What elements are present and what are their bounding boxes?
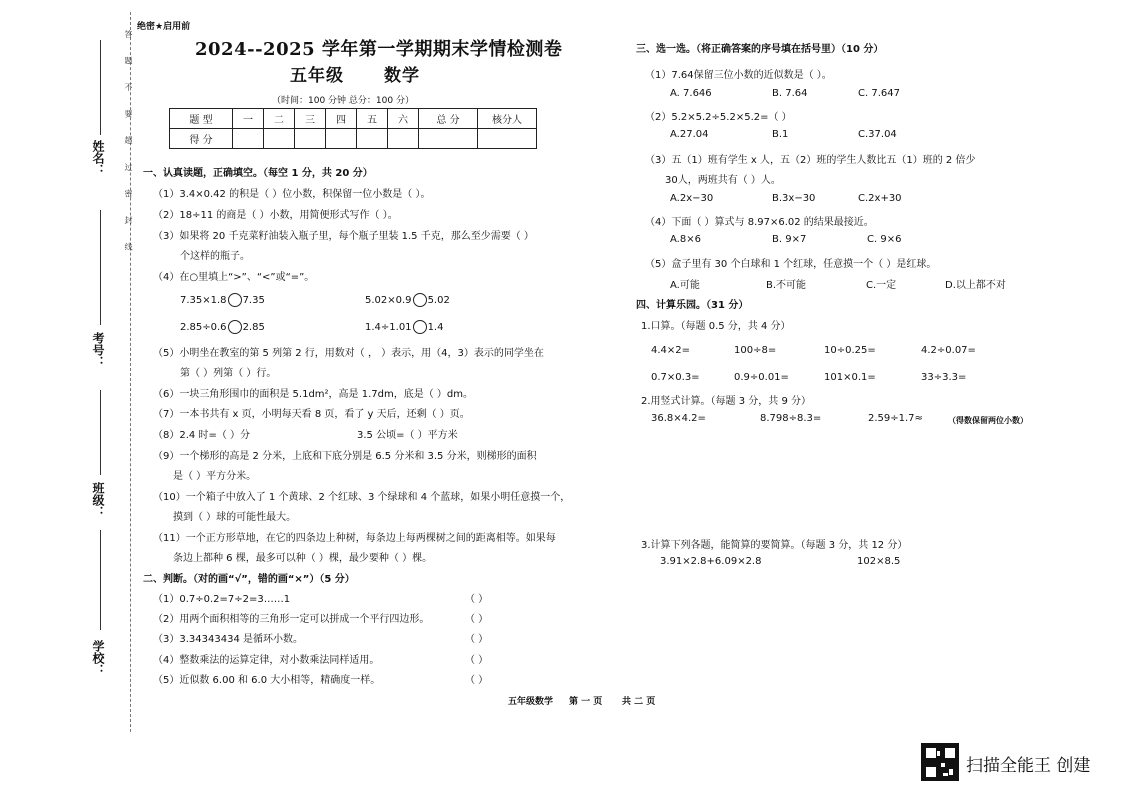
compare-circle[interactable] <box>413 293 427 307</box>
judge-item: （3）3.34343434 是循环小数。 <box>153 634 303 645</box>
score-cell: 五 <box>357 109 388 129</box>
score-input-cell[interactable] <box>264 129 295 149</box>
grade-title: 五年级 <box>290 66 344 86</box>
s3-q1-opt-c: C. 7.647 <box>858 88 900 99</box>
compare-4 <box>365 320 443 334</box>
s3-q1-opt-a: A. 7.646 <box>670 88 712 99</box>
score-cell: 得 分 <box>170 129 233 149</box>
score-cell: 六 <box>388 109 419 129</box>
compare-circle[interactable] <box>228 320 242 334</box>
compare-3 <box>180 320 265 334</box>
s3-q4-opt-a: A.8×6 <box>670 234 701 245</box>
compare-expr: 7.35×1.8 <box>180 295 227 306</box>
score-input-cell[interactable] <box>478 129 537 149</box>
vertical-calc: 36.8×4.2= <box>651 413 706 424</box>
side-label-name: 姓名： <box>91 140 105 176</box>
score-cell: 总 分 <box>419 109 478 129</box>
compare-expr: 2.85÷0.6 <box>180 322 227 333</box>
secret-mark: 绝密★启用前 <box>137 22 191 32</box>
judge-bracket[interactable]: （ ） <box>465 675 489 686</box>
s1-q8b: 3.5 公顷=（ ）平方米 <box>357 430 458 441</box>
s3-q3a: （3）五（1）班有学生 x 人，五（2）班的学生人数比五（1）班的 2 倍少 <box>645 155 976 166</box>
rounding-note: （得数保留两位小数） <box>948 416 1028 425</box>
s1-q5b: 第（ ）列第（ ）行。 <box>180 368 277 379</box>
s3-q2-opt-c: C.37.04 <box>858 129 897 140</box>
s4-p2-heading: 2.用竖式计算。（每题 3 分，共 9 分） <box>641 396 811 407</box>
score-cell: 三 <box>295 109 326 129</box>
score-cell: 一 <box>233 109 264 129</box>
s3-q4-opt-b: B. 9×7 <box>772 234 807 245</box>
side-label-id: 考号： <box>91 332 105 368</box>
score-table <box>169 108 537 149</box>
id-underline <box>100 210 101 325</box>
judge-item: （4）整数乘法的运算定律，对小数乘法同样适用。 <box>153 655 380 666</box>
s3-q3-opt-a: A.2x−30 <box>670 193 714 204</box>
compare-circle[interactable] <box>413 320 427 334</box>
footer-page: 第 一 页 <box>569 697 603 707</box>
section4-heading: 四、计算乐园。（31 分） <box>636 300 749 311</box>
compare-value: 7.35 <box>242 295 265 306</box>
s1-q9a: （9）一个梯形的高是 2 分米，上底和下底分别是 6.5 分米和 3.5 分米，则梯形的面积 <box>153 451 537 462</box>
s3-q3-opt-b: B.3x−30 <box>772 193 816 204</box>
oral-calc: 100÷8= <box>734 345 777 356</box>
binding-text: 答 题 不 要 超 过 密 封 线 <box>124 30 133 259</box>
compare-2 <box>365 293 450 307</box>
oral-calc: 4.4×2= <box>651 345 691 356</box>
oral-calc: 10÷0.25= <box>824 345 876 356</box>
vertical-calc: 2.59÷1.7≈ <box>868 413 923 424</box>
score-input-cell[interactable] <box>295 129 326 149</box>
s1-q9b: 是（ ）平方分米。 <box>173 471 257 482</box>
name-underline <box>100 40 101 135</box>
compare-expr: 1.4÷1.01 <box>365 322 412 333</box>
school-underline <box>100 530 101 630</box>
s1-q4: （4）在○里填上“>”、“<”或“=”。 <box>153 272 315 283</box>
footer-subject: 五年级数学 <box>508 697 554 707</box>
oral-calc: 0.9÷0.01= <box>734 372 789 383</box>
judge-bracket[interactable]: （ ） <box>465 614 489 625</box>
qr-code-icon <box>921 743 959 781</box>
compare-value: 5.02 <box>427 295 450 306</box>
s3-q5-opt-b: B.不可能 <box>766 280 807 291</box>
s3-q3b: 30人，两班共有（ ）人。 <box>665 175 781 186</box>
vertical-calc: 8.798÷8.3= <box>760 413 822 424</box>
subject-title: 数学 <box>384 66 420 86</box>
side-label-school: 学校： <box>91 640 105 676</box>
score-cell: 二 <box>264 109 295 129</box>
score-table-score-row <box>170 129 537 149</box>
oral-calc: 101×0.1= <box>824 372 876 383</box>
s4-p1-heading: 1.口算。（每题 0.5 分，共 4 分） <box>641 321 791 332</box>
side-label-class: 班级： <box>91 482 105 518</box>
s1-q10b: 摸到（ ）球的可能性最大。 <box>173 512 297 523</box>
section2-heading: 二、判断。（对的画“√”，错的画“×”）（5 分） <box>143 574 355 585</box>
s1-q11a: （11）一个正方形草地，在它的四条边上种树，每条边上每两棵树之间的距离相等。如果每 <box>153 533 556 544</box>
s3-q2-opt-a: A.27.04 <box>670 129 709 140</box>
s1-q3a: （3）如果将 20 千克菜籽油装入瓶子里，每个瓶子里装 1.5 千克，那么至少需要（ ） <box>153 231 534 242</box>
exam-title: 2024--2025 学年第一学期期末学情检测卷 <box>195 39 563 60</box>
section1-heading: 一、认真读题，正确填空。（每空 1 分，共 20 分） <box>143 168 373 179</box>
s3-q5-opt-d: D.以上都不对 <box>945 280 1006 291</box>
s3-q5-opt-a: A.可能 <box>670 280 700 291</box>
s1-q3b: 个这样的瓶子。 <box>180 251 250 262</box>
s1-q10a: （10）一个箱子中放入了 1 个黄球、2 个红球、3 个绿球和 4 个蓝球，如果小明任意摸一个， <box>153 492 571 503</box>
compare-1 <box>180 293 265 307</box>
compare-value: 2.85 <box>242 322 265 333</box>
footer-total: 共 二 页 <box>622 697 656 707</box>
s1-q6: （6）一块三角形围巾的面积是 5.1dm²，高是 1.7dm，底是（ ）dm。 <box>153 389 473 400</box>
s3-q4-opt-c: C. 9×6 <box>867 234 902 245</box>
compare-value: 1.4 <box>427 322 444 333</box>
score-table-header-row <box>170 109 537 129</box>
score-input-cell[interactable] <box>233 129 264 149</box>
score-input-cell[interactable] <box>357 129 388 149</box>
simplify-calc: 102×8.5 <box>857 556 901 567</box>
class-underline <box>100 390 101 475</box>
s1-q11b: 条边上都种 6 棵，最多可以种（ ）棵，最少要种（ ）棵。 <box>173 553 433 564</box>
s3-q2-opt-b: B.1 <box>772 129 789 140</box>
watermark-text: 扫描全能王 创建 <box>966 756 1091 776</box>
judge-item: （5）近似数 6.00 和 6.0 大小相等，精确度一样。 <box>153 675 381 686</box>
s4-p3-heading: 3.计算下列各题，能简算的要简算。（每题 3 分，共 12 分） <box>641 540 908 551</box>
compare-expr: 5.02×0.9 <box>365 295 412 306</box>
score-cell: 四 <box>326 109 357 129</box>
judge-bracket[interactable]: （ ） <box>465 634 489 645</box>
simplify-calc: 3.91×2.8+6.09×2.8 <box>660 556 762 567</box>
score-input-cell[interactable] <box>326 129 357 149</box>
score-cell: 题 型 <box>170 109 233 129</box>
score-input-cell[interactable] <box>419 129 478 149</box>
s3-q1-opt-b: B. 7.64 <box>772 88 808 99</box>
s3-q4: （4）下面（ ）算式与 8.97×6.02 的结果最接近。 <box>645 217 874 228</box>
s3-q1: （1）7.64保留三位小数的近似数是（ ）。 <box>645 70 832 81</box>
s3-q5-opt-c: C.一定 <box>866 280 897 291</box>
judge-bracket[interactable]: （ ） <box>465 594 489 605</box>
s3-q3-opt-c: C.2x+30 <box>858 193 902 204</box>
s1-q8a: （8）2.4 时=（ ）分 <box>153 430 251 441</box>
section3-heading: 三、选一选。（将正确答案的序号填在括号里）（10 分） <box>636 44 884 55</box>
oral-calc: 4.2÷0.07= <box>921 345 976 356</box>
judge-item: （1）0.7÷0.2=7÷2=3……1 <box>153 594 291 605</box>
s1-q7: （7）一本书共有 x 页，小明每天看 8 页，看了 y 天后，还剩（ ）页。 <box>153 409 470 420</box>
s3-q5: （5）盒子里有 30 个白球和 1 个红球，任意摸一个（ ）是红球。 <box>645 259 937 270</box>
judge-item: （2）用两个面积相等的三角形一定可以拼成一个平行四边形。 <box>153 614 430 625</box>
score-cell: 核分人 <box>478 109 537 129</box>
score-input-cell[interactable] <box>388 129 419 149</box>
oral-calc: 0.7×0.3= <box>651 372 700 383</box>
s1-q1: （1）3.4×0.42 的积是（ ）位小数，积保留一位小数是（ ）。 <box>153 189 431 200</box>
s1-q2: （2）18÷11 的商是（ ）小数，用简便形式写作（ ）。 <box>153 210 398 221</box>
compare-circle[interactable] <box>228 293 242 307</box>
judge-bracket[interactable]: （ ） <box>465 655 489 666</box>
time-info: （时间：100 分钟 总分：100 分） <box>272 96 414 106</box>
s1-q5a: （5）小明坐在教室的第 5 列第 2 行，用数对（ ， ）表示，用（4，3）表示的同学坐在 <box>153 348 544 359</box>
oral-calc: 33÷3.3= <box>921 372 967 383</box>
s3-q2: （2）5.2×5.2÷5.2×5.2=（ ） <box>645 112 792 123</box>
